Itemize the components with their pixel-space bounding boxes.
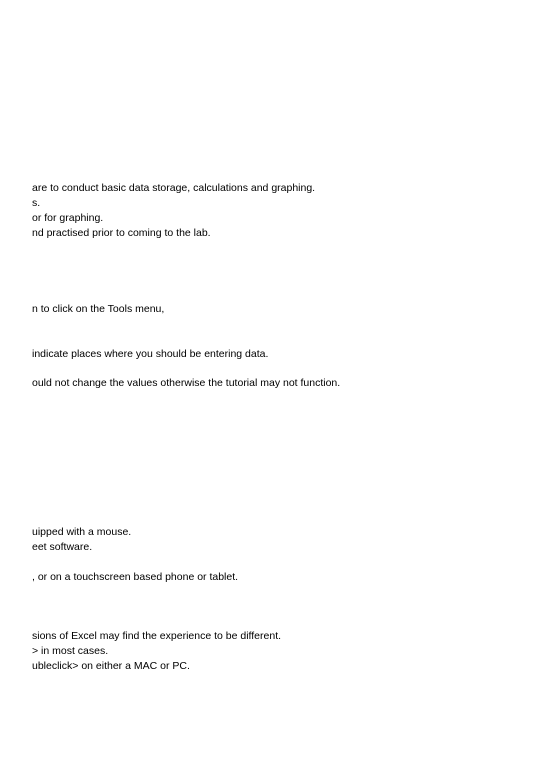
text-line-11: sions of Excel may find the experience to be different. [32,630,282,642]
text-line-5: n to click on the Tools menu, [32,303,165,315]
text-line-3: or for graphing. [32,212,104,224]
text-line-13: ubleclick> on either a MAC or PC. [32,660,190,672]
text-line-12: > in most cases. [32,645,109,657]
text-line-4: nd practised prior to coming to the lab. [32,227,211,239]
text-line-1: are to conduct basic data storage, calculations and graphing. [32,182,316,194]
text-line-2: s. [32,197,41,209]
text-line-9: eet software. [32,541,93,553]
text-line-7: ould not change the values otherwise the tutorial may not function. [32,377,341,389]
text-line-8: uipped with a mouse. [32,526,132,538]
text-line-10: , or on a touchscreen based phone or tablet. [32,571,239,583]
text-line-6: indicate places where you should be entering data. [32,348,269,360]
